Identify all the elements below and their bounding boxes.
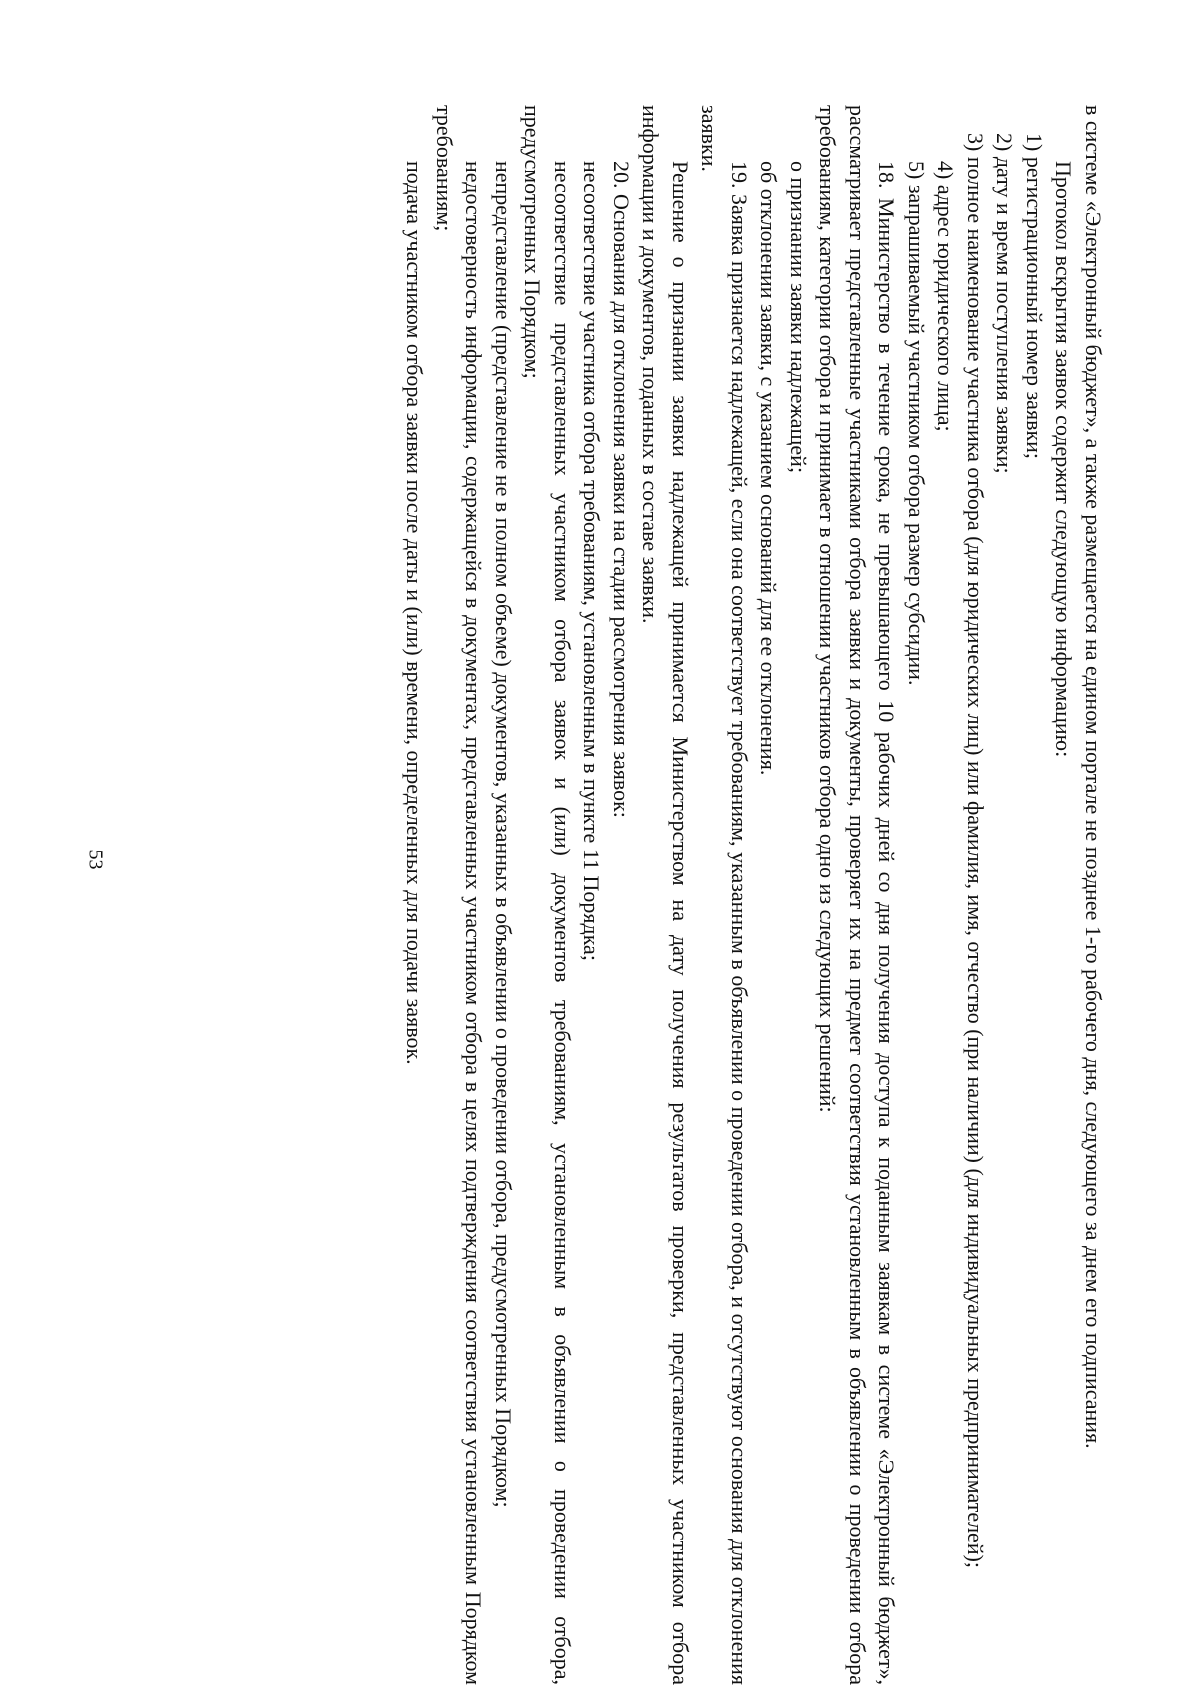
paragraph: 20. Основания для отклонения заявки на стадии рассмотрения заявок: (609, 161, 634, 818)
paragraph: 5) запрашиваемый участником отбора размер субсидии. (904, 161, 929, 686)
paragraph: Решение о признании заявки надлежащей принимается Министерством на дату получения результатов проверки, представленных участником отбора информации и документов, поданных в составе заявки. (638, 105, 693, 1685)
paragraph: подача участником отбора заявки после даты и (или) времени, определенных для подачи заявок. (402, 161, 428, 1065)
paragraph: Протокол вскрытия заявок содержит следующую информацию: (1051, 161, 1077, 758)
paragraph: 1) регистрационный номер заявки; (1022, 133, 1047, 460)
paragraph: об отклонении заявки, с указанием оснований для ее отклонения. (756, 161, 782, 776)
paragraph: 2) дату и время поступления заявки; (992, 133, 1018, 474)
paragraph: 19. Заявка признается надлежащей, если она соответствует требованиям, указанным в объявлении о проведении отбора, и отсутствуют основания для отклонения заявки. (697, 105, 752, 1685)
paragraph: о признании заявки надлежащей; (786, 161, 811, 474)
document-text (400, 105, 1108, 1685)
paragraph: 18. Министерство в течение срока, не превышающего 10 рабочих дней со дня получения доступа к поданным заявкам в системе «Электронный бюджет», рассматривает представленные участниками отбора заявки и документы, проверяет их на предмет соответствия установленным в объявлении о проведении отбора требованиям, категории отбора и принимает в отношении участников отбора одно из следующих решений: (815, 105, 900, 1685)
paragraph: недостоверность информации, содержащейся в документах, представленных участником отбора в целях подтверждения соответствия установленным Порядком требованиям; (432, 105, 487, 1685)
paragraph: в системе «Электронный бюджет», а также размещается на едином портале не позднее 1-го рабочего дня, следующего за днем его подписания. (1081, 105, 1106, 1449)
page-number: 53 (84, 849, 107, 870)
document-body (400, 105, 1108, 1685)
paragraph: несоответствие участника отбора требованиям, установленным в пункте 11 Порядка; (579, 161, 605, 961)
paragraph: непредставление (представление не в полном объеме) документов, указанных в объявлении о проведении отбора, предусмотренных Порядком; (491, 161, 516, 1508)
paragraph: 4) адрес юридического лица; (933, 161, 959, 432)
paragraph: 3) полное наименование участника отбора (для юридических лиц) или фамилия, имя, отчество (при наличии) (для индивидуальных предпринимателей); (963, 133, 988, 1569)
paragraph: несоответствие представленных участником отбора заявок и (или) документов требованиям, установленным в объявлении о проведении отбора, предусмотренных Порядком; (520, 105, 575, 1685)
